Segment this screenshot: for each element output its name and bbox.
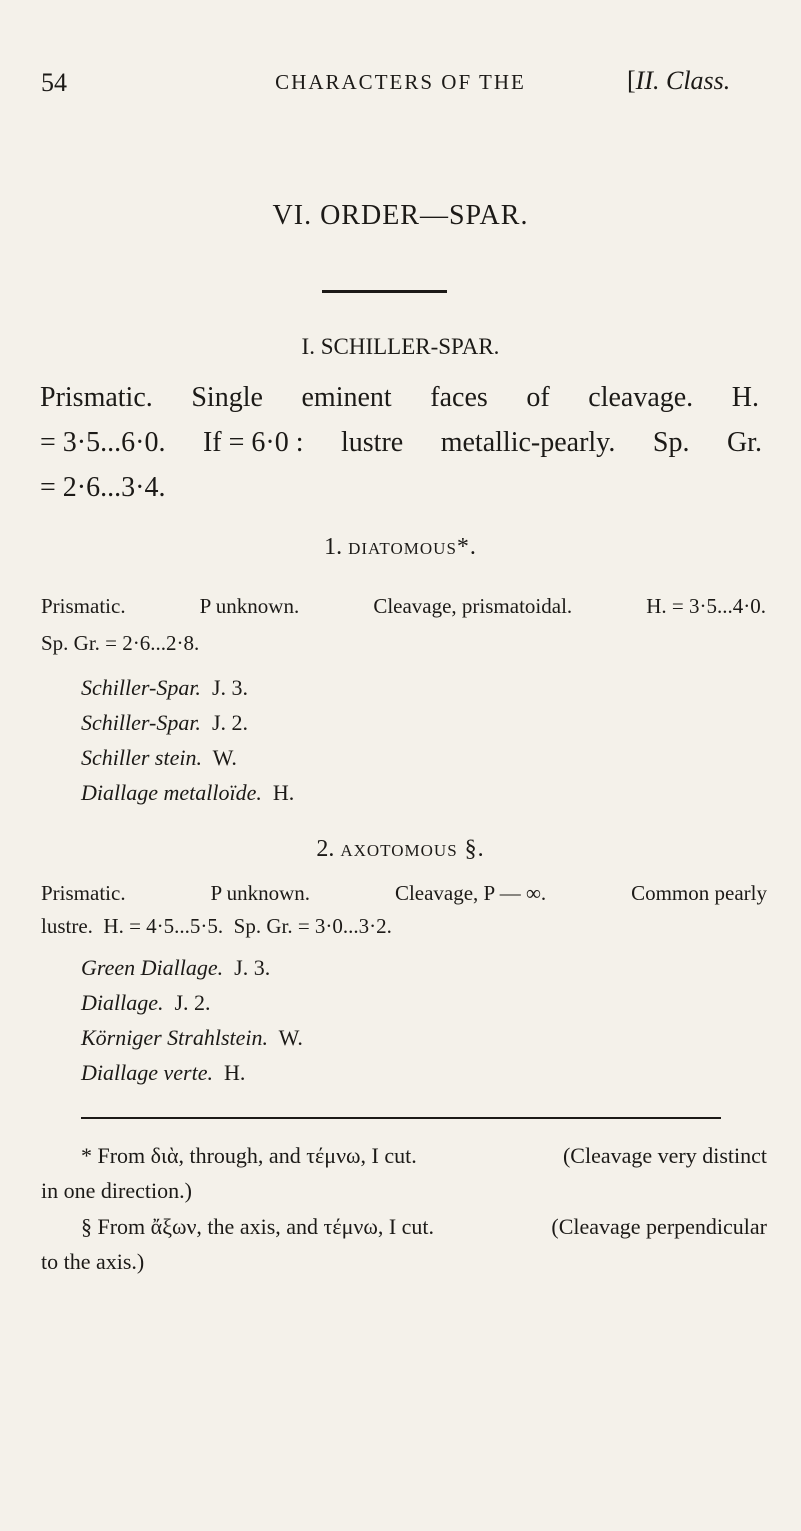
word: faces [430, 382, 488, 413]
word: metallic-pearly. [440, 427, 616, 458]
phrase: Prismatic. [41, 881, 126, 905]
word: Sp. [652, 427, 690, 458]
phrase: P unknown. [199, 594, 300, 618]
word: = 3·5...6·0. [40, 427, 166, 458]
word: H. [731, 382, 759, 413]
synonym-ref: J. 2. [211, 710, 248, 735]
synonym-line [81, 710, 248, 736]
species-name: axotomous §. [340, 836, 485, 862]
footnote-1-line-2: in one direction.) [41, 1178, 192, 1203]
synonym-ref: H. [223, 1060, 246, 1085]
genus-desc-line-2 [40, 427, 762, 459]
class-label-text: II. Class. [635, 66, 731, 95]
synonym-line [81, 675, 248, 701]
footnote-2-line-1 [81, 1214, 767, 1240]
synonym-name: Schiller stein. [81, 745, 202, 770]
synonym-line [81, 1060, 245, 1086]
footnote-1-line-1 [81, 1143, 767, 1169]
synonym-name: Schiller-Spar. [81, 710, 201, 735]
genus-desc-line-1 [40, 382, 759, 414]
phrase: Prismatic. [41, 594, 126, 618]
species-1-title [0, 534, 801, 561]
synonym-line [81, 745, 237, 771]
species-1-desc-line-2: Sp. Gr. = 2·6...2·8. [41, 631, 200, 655]
synonym-ref: W. [212, 745, 237, 770]
footnote-text: (Cleavage perpendicular [551, 1214, 767, 1239]
genus-title: I. SCHILLER-SPAR. [301, 334, 500, 359]
synonym-ref: J. 3. [234, 955, 271, 980]
section-rule [322, 290, 447, 293]
word: Gr. [726, 427, 762, 458]
synonym-line [81, 990, 211, 1016]
synonym-name: Diallage. [81, 990, 164, 1015]
word: cleavage. [588, 382, 694, 413]
synonym-line [81, 780, 294, 806]
synonym-name: Schiller-Spar. [81, 675, 201, 700]
synonym-name: Diallage verte. [81, 1060, 213, 1085]
phrase: Common pearly [631, 881, 767, 905]
word: of [526, 382, 550, 413]
genus-desc-line-3: = 2·6...3·4. [40, 472, 166, 503]
word: lustre [341, 427, 404, 458]
footnote-text: (Cleavage very distinct [562, 1143, 767, 1168]
synonym-name: Körniger Strahlstein. [81, 1025, 269, 1050]
synonym-ref: J. 2. [174, 990, 211, 1015]
species-number: 2. [316, 836, 335, 862]
phrase: P unknown. [210, 881, 311, 905]
synonym-name: Diallage metalloïde. [81, 780, 262, 805]
word: Prismatic. [40, 382, 153, 413]
order-title: VI. ORDER—SPAR. [272, 200, 529, 231]
word: If = 6·0 : [202, 427, 304, 458]
species-name: diatomous*. [348, 534, 477, 560]
footnote-rule [81, 1117, 721, 1119]
species-2-title [0, 836, 801, 863]
synonym-name: Green Diallage. [81, 955, 224, 980]
running-title: CHARACTERS OF THE [275, 70, 526, 94]
species-1-desc-line-1 [41, 594, 766, 619]
synonym-line [81, 1025, 303, 1051]
phrase: H. = 3·5...4·0. [646, 594, 766, 618]
word: eminent [301, 382, 392, 413]
footnote-text: * From διὰ, through, and τέμνω, I cut. [81, 1143, 417, 1168]
synonym-line [81, 955, 270, 981]
phrase: Cleavage, P — ∞. [394, 881, 547, 905]
species-2-desc-line-2: lustre. H. = 4·5...5·5. Sp. Gr. = 3·0...3·2. [41, 914, 392, 938]
phrase: Cleavage, prismatoidal. [373, 594, 573, 618]
synonym-ref: J. 3. [211, 675, 248, 700]
synonym-ref: W. [278, 1025, 303, 1050]
page-number: 54 [41, 68, 67, 97]
word: Single [191, 382, 263, 413]
species-number: 1. [324, 534, 343, 560]
class-label: [II. Class. [627, 66, 731, 95]
footnote-2-line-2: to the axis.) [41, 1249, 145, 1274]
species-2-desc-line-1 [41, 881, 767, 906]
footnote-text: § From ἄξων, the axis, and τέμνω, I cut. [81, 1214, 435, 1239]
synonym-ref: H. [272, 780, 295, 805]
